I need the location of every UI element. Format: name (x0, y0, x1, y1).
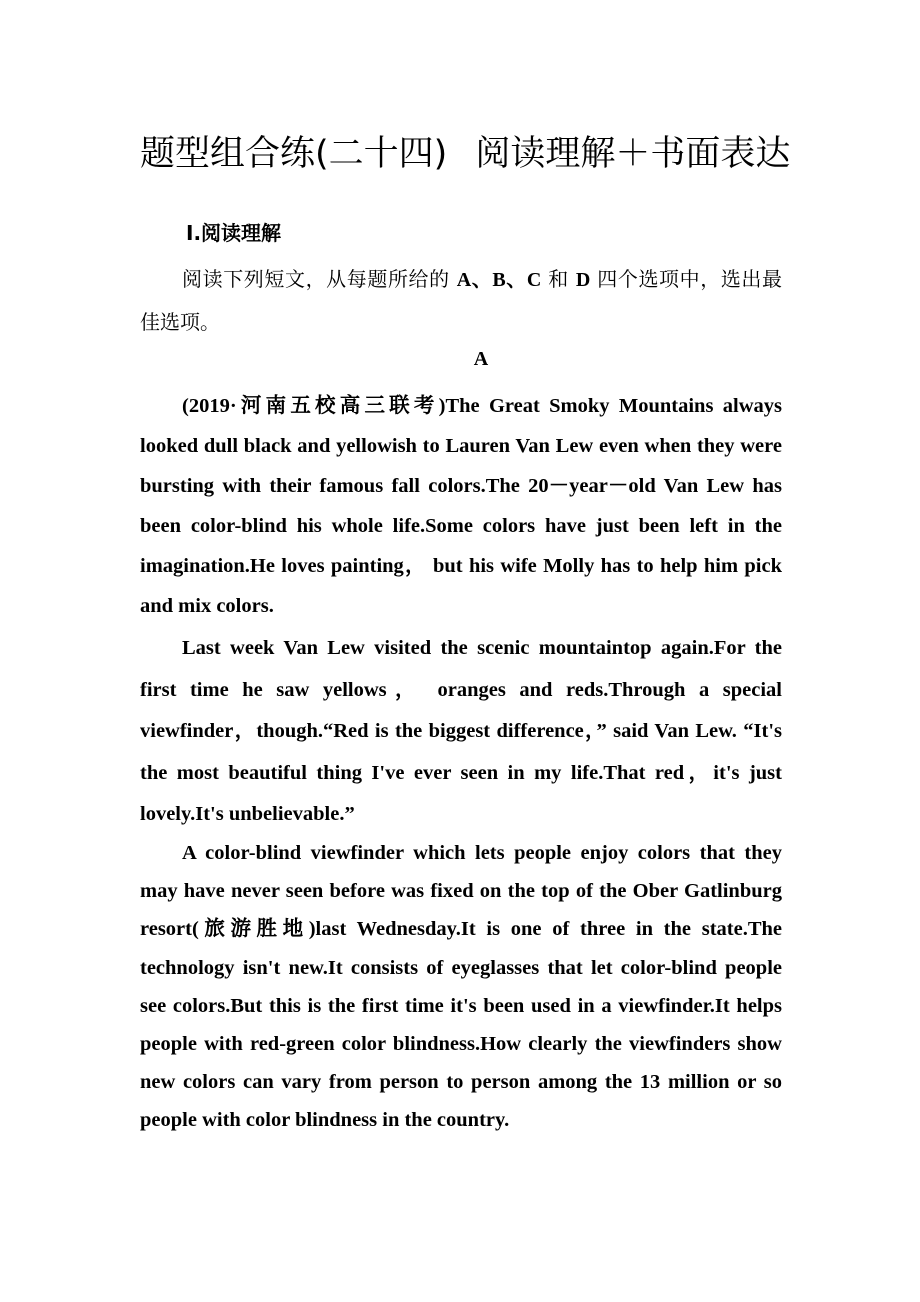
source-cn: 河南五校高三联考 (236, 393, 439, 417)
section-heading: Ⅰ.阅读理解 (186, 221, 282, 245)
page-title (140, 132, 800, 176)
passage-paragraph-3: A color-blind viewfinder which lets people enjoy colors that they may have never seen before was fixed on the top of the Ober Gatlinburg resort(旅游胜地)last Wednesday.It is one of three in the state.The technology isn't new.It consists of eyeglasses that let color-blind people see colors.But this is the first time it's been used in a viewfinder.It helps people with red-green color blindness.How clearly the viewfinders show new colors can vary from person to person among the 13 million or so people with color blindness in the country. (140, 842, 782, 1132)
source-close: ) (438, 395, 446, 417)
title-main: 题型组合练(二十四) (140, 134, 448, 174)
instructions-letters: A、B、C (456, 269, 542, 291)
paragraph-1-text: The Great Smoky Mountains always looked dull black and yellowish to Lauren Van Lew even when they were bursting with their famous fall colors.The 20－year－old Van Lew has been color-blind his whole life.Some colors have just been left in the imagination.He loves painting， but his wife Molly has to help him pick and mix colors. (140, 395, 783, 617)
title-sub: 阅读理解＋书面表达 (475, 134, 791, 174)
instructions-letter-d: D (575, 269, 591, 291)
source-open: (2019· (182, 395, 237, 417)
instructions-part3: 四个选项中，选出最佳选项。 (140, 267, 783, 334)
instructions-part2: 和 (541, 267, 576, 291)
passage-source (182, 395, 445, 417)
passage-label: A (473, 348, 489, 370)
instructions-part1: 阅读下列短文，从每题所给的 (182, 267, 457, 291)
passage-paragraph-2: Last week Van Lew visited the scenic mountaintop again.For the first time he saw yellows， oranges and reds.Through a special viewfinder，though.“Red is the biggest difference，” said Van Lew. “It's the most beautiful thing I've ever seen in my life.That red，it's just lovely.It's unbelievable.” (140, 637, 782, 825)
passage-paragraph-1 (140, 385, 782, 626)
instructions (140, 258, 782, 343)
